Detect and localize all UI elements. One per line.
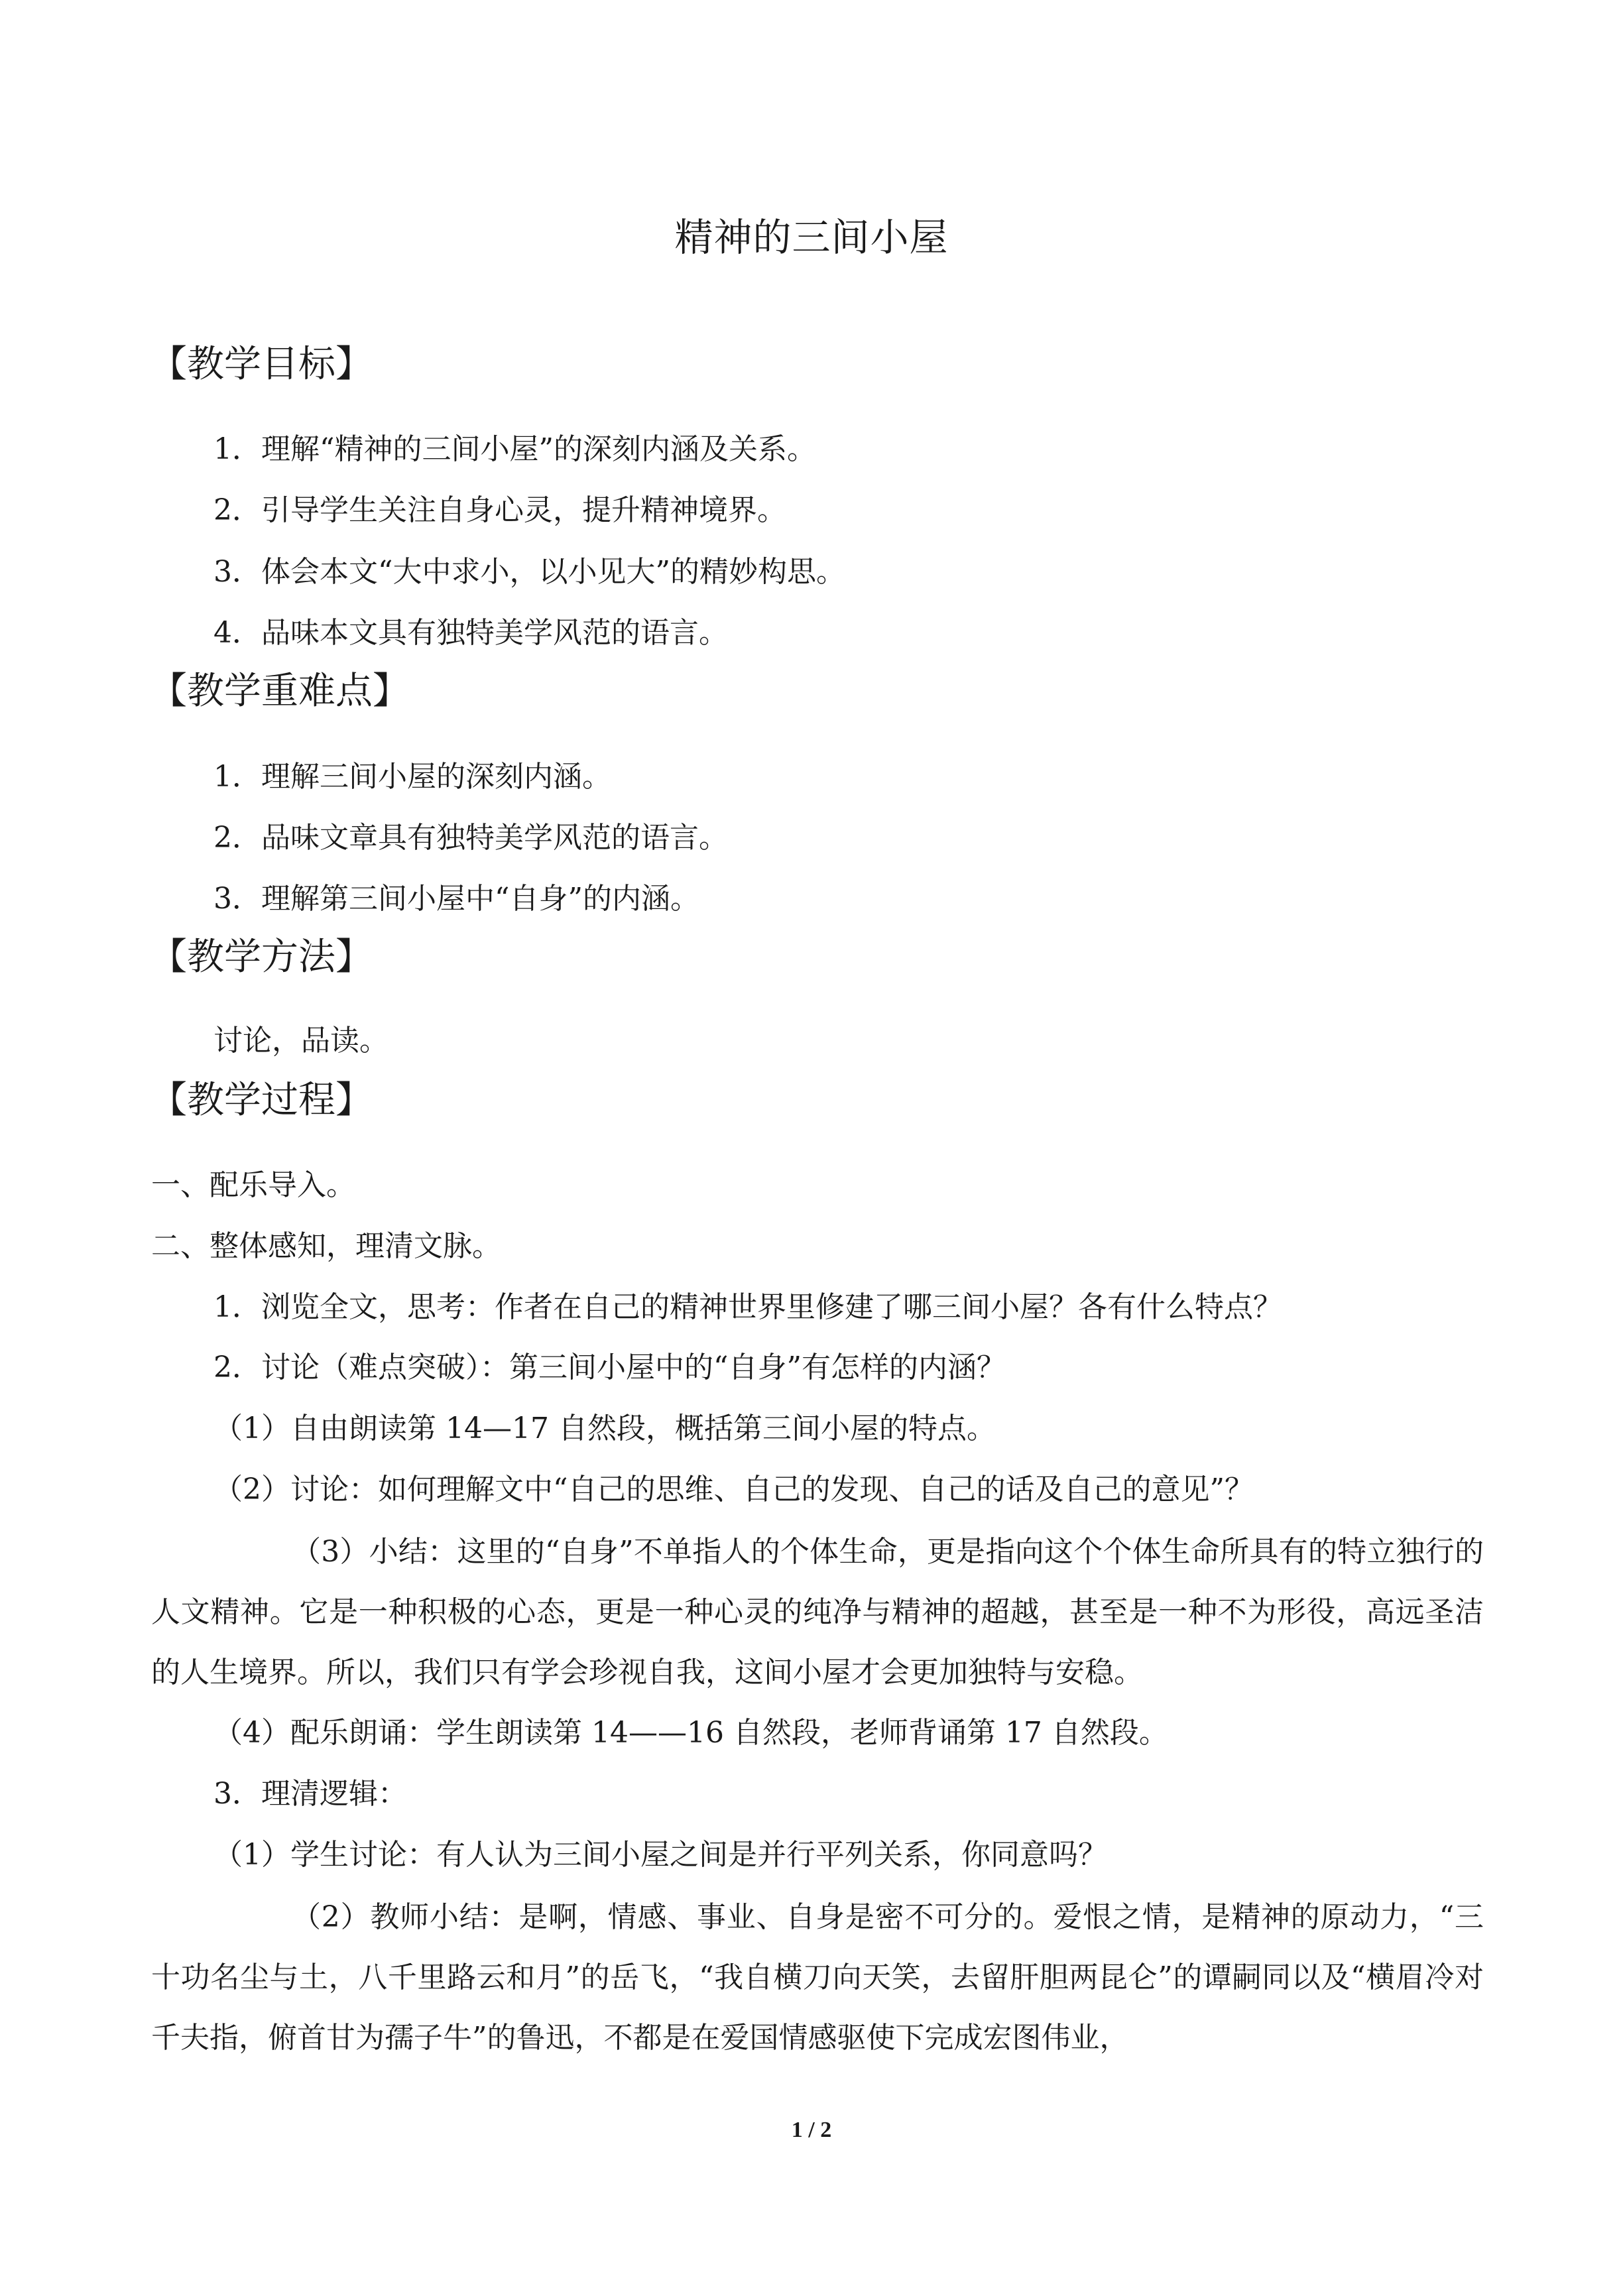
process-line-9: 3．理清逻辑：	[213, 1777, 407, 1811]
objective-item-3: 3．体会本文“大中求小，以小见大”的精妙构思。	[213, 555, 845, 589]
process-line-6: （2）讨论：如何理解文中“自己的思维、自己的发现、自己的话及自己的意见”？	[213, 1473, 1254, 1506]
heading-methods: 【教学方法】	[150, 936, 373, 979]
process-line-1: 一、配乐导入。	[151, 1168, 355, 1202]
key-point-item-1: 1．理解三间小屋的深刻内涵。	[213, 760, 611, 794]
objective-item-1: 1．理解“精神的三间小屋”的深刻内涵及关系。	[213, 432, 816, 466]
objective-item-4: 4．品味本文具有独特美学风范的语言。	[213, 616, 728, 650]
heading-key-points: 【教学重难点】	[150, 670, 410, 713]
methods-text: 讨论，品读。	[213, 1024, 389, 1057]
process-paragraph-teacher-summary: （2）教师小结：是啊，情感、事业、自身是密不可分的。爱恨之情，是精神的原动力，“三十功名尘与土，八千里路云和月”的岳飞，“我自横刀向天笑，去留肝胆两昆仑”的谭嗣同以及“横眉冷对千夫指，俯首甘为孺子牛”的鲁迅，不都是在爱国情感驱使下完成宏图伟业，	[151, 1900, 1484, 2055]
document-title: 精神的三间小屋	[674, 215, 949, 260]
objective-item-2: 2．引导学生关注自身心灵，提升精神境界。	[213, 493, 786, 527]
process-line-2: 二、整体感知，理清文脉。	[151, 1229, 501, 1263]
key-point-item-2: 2．品味文章具有独特美学风范的语言。	[213, 821, 728, 855]
heading-process: 【教学过程】	[150, 1079, 373, 1122]
process-line-10: （1）学生讨论：有人认为三间小屋之间是并行平列关系，你同意吗？	[213, 1838, 1107, 1872]
key-point-item-3: 3．理解第三间小屋中“自身”的内涵。	[213, 882, 699, 916]
process-line-3: 1．浏览全文，思考：作者在自己的精神世界里修建了哪三间小屋？各有什么特点？	[213, 1290, 1282, 1324]
page-number: 1 / 2	[791, 2118, 832, 2142]
heading-objectives: 【教学目标】	[150, 343, 373, 386]
process-line-8: （4）配乐朗诵：学生朗读第 14——16 自然段，老师背诵第 17 自然段。	[213, 1716, 1168, 1750]
process-paragraph-summary: （3）小结：这里的“自身”不单指人的个体生命，更是指向这个个体生命所具有的特立独行的人文精神。它是一种积极的心态，更是一种心灵的纯净与精神的超越，甚至是一种不为形役，高远圣洁的人生境界。所以，我们只有学会珍视自我，这间小屋才会更加独特与安稳。	[151, 1535, 1484, 1689]
process-line-5: （1）自由朗读第 14—17 自然段，概括第三间小屋的特点。	[213, 1412, 996, 1445]
process-line-4: 2．讨论（难点突破）：第三间小屋中的“自身”有怎样的内涵？	[213, 1351, 1006, 1384]
